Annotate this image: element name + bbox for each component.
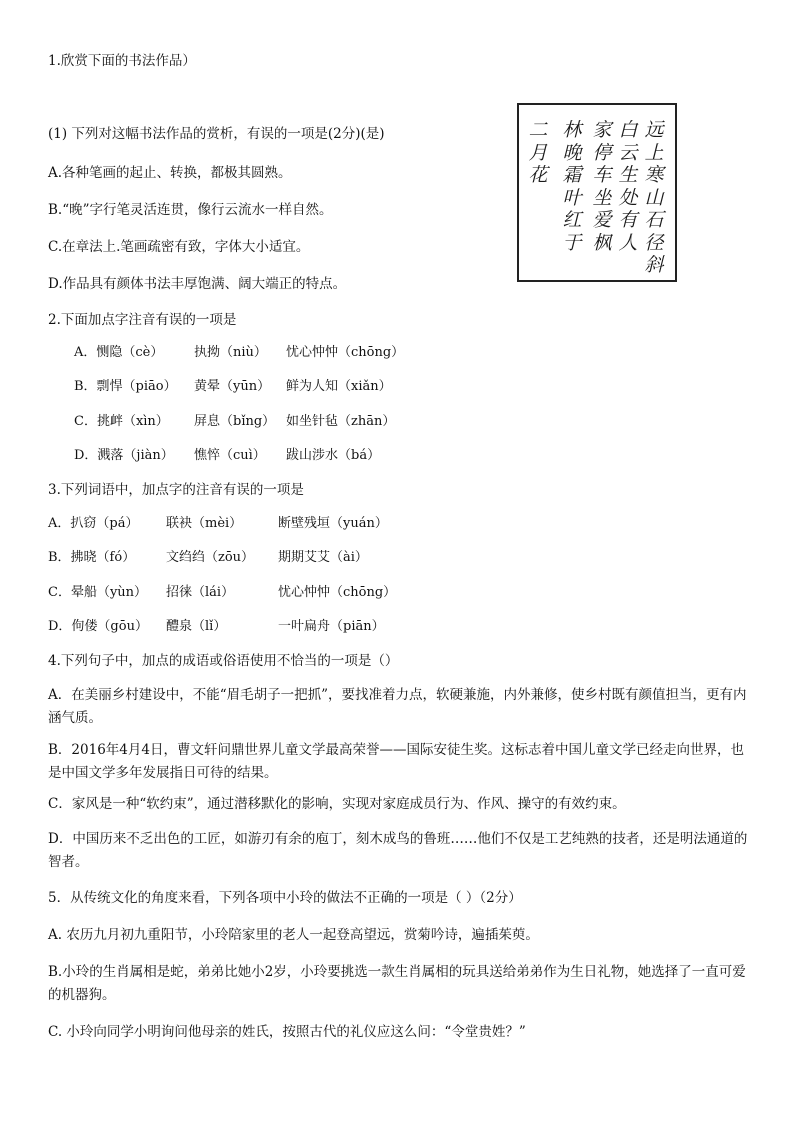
calligraphy-character: 径 xyxy=(644,231,664,254)
q2-c-item-1: C．挑衅（xìn） xyxy=(74,414,169,429)
q1-option-d: D.作品具有颜体书法丰厚饱满、阔大端正的特点。 xyxy=(48,276,347,292)
q3-a-item-3: 断壁残垣（yuán） xyxy=(278,516,388,531)
q4-heading: 4.下列句子中，加点的成语或俗语使用不恰当的一项是（） xyxy=(48,653,399,669)
q3-a-item-2: 联袂（mèi） xyxy=(166,516,243,531)
q1-option-c: C.在章法上.笔画疏密有致，字体大小适宜。 xyxy=(48,239,310,255)
calligraphy-character: 云 xyxy=(618,141,638,164)
calligraphy-character: 生 xyxy=(618,164,638,186)
calligraphy-character: 二 xyxy=(528,119,548,141)
calligraphy-character: 红 xyxy=(562,209,582,231)
calligraphy-column-3 xyxy=(591,119,613,254)
q2-d-item-2: 憔悴（cuì） xyxy=(194,448,266,463)
calligraphy-character: 人 xyxy=(618,231,638,254)
q5-option-c: C. 小玲向同学小明询问他母亲的姓氏，按照古代的礼仪应这么问：“令堂贵姓？” xyxy=(48,1024,526,1040)
calligraphy-character: 叶 xyxy=(562,186,582,209)
calligraphy-character: 月 xyxy=(528,141,548,164)
calligraphy-character: 爱 xyxy=(592,209,612,231)
q3-d-item-3: 一叶扁舟（piān） xyxy=(278,619,385,634)
calligraphy-character: 车 xyxy=(592,164,612,186)
q1-option-a: A.各种笔画的起止、转换，都极其圆熟。 xyxy=(48,165,292,181)
q2-a-item-1: A．恻隐（cè） xyxy=(74,345,164,360)
q1-option-b: B.“晚”字行笔灵活连贯，像行云流水一样自然。 xyxy=(48,202,333,218)
calligraphy-character: 山 xyxy=(644,186,664,209)
q3-c-item-2: 招徕（lái） xyxy=(166,585,235,600)
calligraphy-character: 于 xyxy=(562,231,582,254)
calligraphy-character: 家 xyxy=(592,119,612,141)
calligraphy-character: 白 xyxy=(618,119,638,141)
q2-a-item-3: 忧心忡忡（chōng） xyxy=(286,345,405,360)
q2-c-item-2: 屏息（bǐng） xyxy=(194,414,276,429)
q2-b-item-1: B．剽悍（piāo） xyxy=(74,379,177,394)
calligraphy-character: 处 xyxy=(618,186,638,209)
q2-a-item-2: 执拗（niù） xyxy=(194,345,267,360)
q1-subquestion: (1) 下列对这幅书法作品的赏析，有误的一项是(2分)(是) xyxy=(48,126,385,142)
q2-heading: 2.下面加点字注音有误的一项是 xyxy=(48,312,237,328)
q2-b-item-2: 黄晕（yūn） xyxy=(194,379,271,394)
calligraphy-character: 有 xyxy=(618,209,638,231)
calligraphy-column-2 xyxy=(617,119,639,254)
q4-option-d: D．中国历来不乏出色的工匠，如游刃有余的庖丁，刻木成鸟的鲁班……他们不仅是工艺纯熟的技者，还是明法通道的智者。 xyxy=(48,831,748,870)
q3-d-item-1: D．佝偻（gōu） xyxy=(48,619,148,634)
calligraphy-character: 斜 xyxy=(644,254,664,276)
calligraphy-character: 坐 xyxy=(592,186,612,209)
calligraphy-column-5 xyxy=(527,119,549,187)
calligraphy-character: 石 xyxy=(644,209,664,231)
calligraphy-character: 花 xyxy=(528,164,548,186)
q4-option-a: A．在美丽乡村建设中，不能“眉毛胡子一把抓”，要找准着力点，软硬兼施，内外兼修，使乡村既有颜值担当，更有内涵气质。 xyxy=(48,687,747,726)
calligraphy-character: 上 xyxy=(644,141,664,164)
q3-b-item-2: 文绉绉（zōu） xyxy=(166,550,255,565)
calligraphy-column-4 xyxy=(561,119,583,254)
calligraphy-artwork xyxy=(517,103,677,282)
calligraphy-column-1 xyxy=(643,119,665,277)
q3-heading: 3.下列词语中，加点字的注音有误的一项是 xyxy=(48,482,304,498)
q4-option-b: B．2016年4月4日，曹文轩问鼎世界儿童文学最高荣誉——国际安徒生奖。这标志着中国儿童文学已经走向世界，也是中国文学多年发展指日可待的结果。 xyxy=(48,742,744,781)
q5-option-b: B.小玲的生肖属相是蛇，弟弟比她小2岁，小玲要挑选一款生肖属相的玩具送给弟弟作为生日礼物，她选择了一直可爱的机器狗。 xyxy=(48,964,746,1003)
q3-d-item-2: 醴泉（lǐ） xyxy=(166,619,227,634)
q3-c-item-1: C．晕船（yùn） xyxy=(48,585,148,600)
q2-d-item-3: 跋山涉水（bá） xyxy=(286,448,381,463)
q5-option-a: A. 农历九月初九重阳节，小玲陪家里的老人一起登高望远，赏菊吟诗，遍插茱萸。 xyxy=(48,927,539,943)
q3-b-item-3: 期期艾艾（ài） xyxy=(278,550,368,565)
q2-b-item-3: 鲜为人知（xiǎn） xyxy=(286,379,392,394)
q3-b-item-1: B．拂晓（fó） xyxy=(48,550,136,565)
q4-option-c: C．家风是一种“软约束”，通过潜移默化的影响，实现对家庭成员行为、作风、操守的有效约束。 xyxy=(48,796,626,812)
q5-heading: 5．从传统文化的角度来看，下列各项中小玲的做法不正确的一项是（ ）（2分） xyxy=(48,890,522,906)
calligraphy-character: 远 xyxy=(644,119,664,141)
q2-c-item-3: 如坐针毡（zhān） xyxy=(286,414,396,429)
calligraphy-character: 霜 xyxy=(562,164,582,186)
calligraphy-character: 枫 xyxy=(592,231,612,254)
calligraphy-character: 停 xyxy=(592,141,612,164)
q1-heading: 1.欣赏下面的书法作品） xyxy=(48,53,196,69)
q3-a-item-1: A．扒窃（pá） xyxy=(48,516,139,531)
calligraphy-character: 林 xyxy=(562,119,582,141)
q3-c-item-3: 忧心忡忡（chōng） xyxy=(278,585,397,600)
calligraphy-character: 寒 xyxy=(644,164,664,186)
calligraphy-character: 晚 xyxy=(562,141,582,164)
q2-d-item-1: D．溅落（jiàn） xyxy=(74,448,174,463)
